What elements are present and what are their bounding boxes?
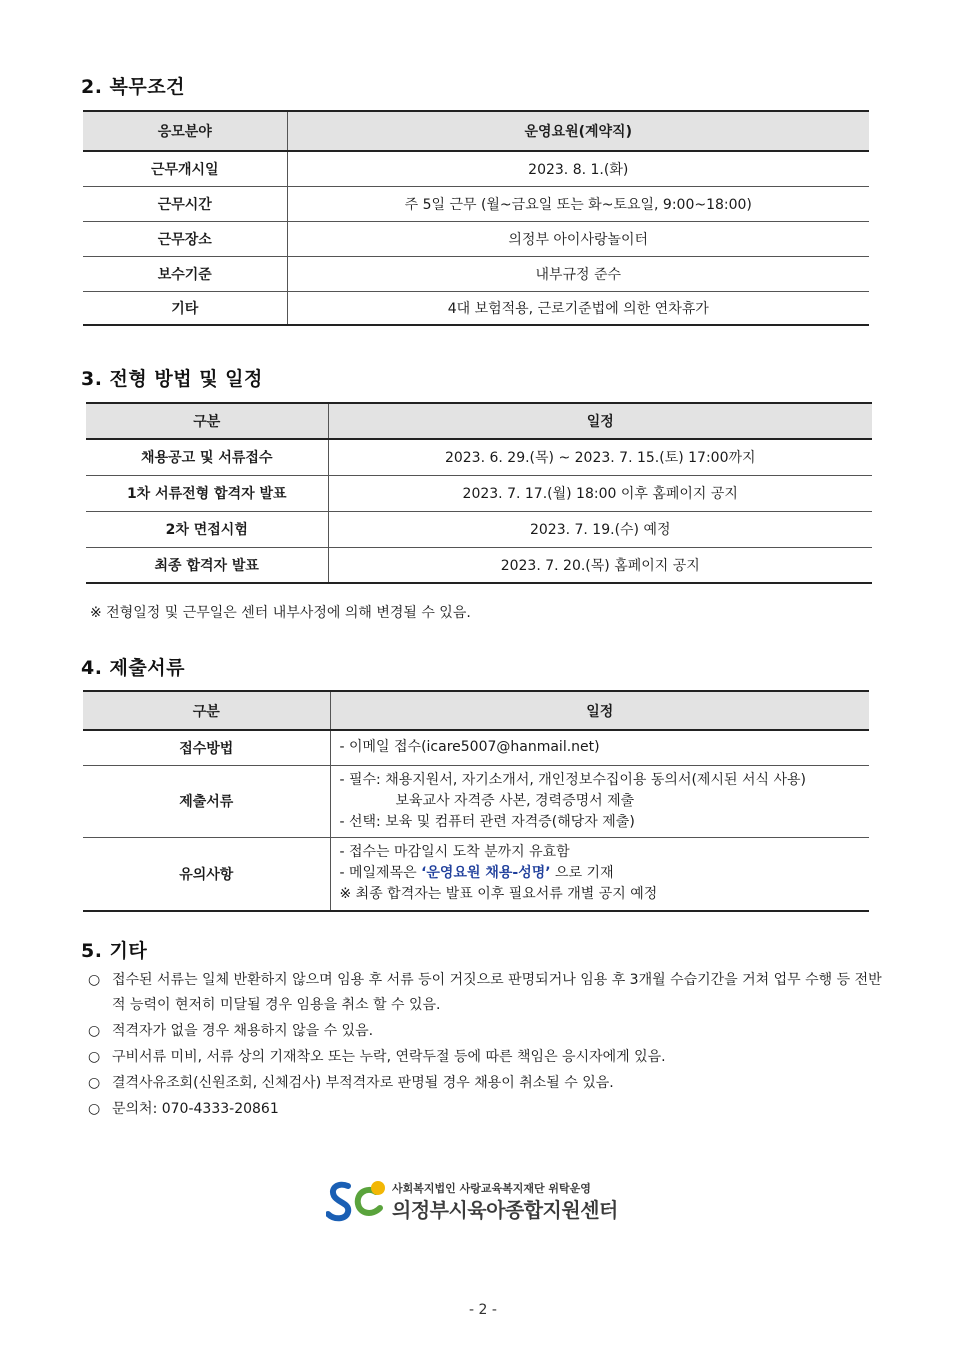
row-label: 기타	[83, 291, 287, 325]
circle-bullet-icon: ○	[88, 1023, 101, 1039]
table-header: 구분	[83, 691, 330, 730]
required-docs-line: - 필수: 채용지원서, 자기소개서, 개인정보수집이용 동의서(제시된 서식 사용)	[339, 771, 806, 788]
list-item-text: 구비서류 미비, 서류 상의 기재착오 또는 누락, 연락두절 등에 따른 책임은 응시자에게 있음.	[112, 1049, 666, 1065]
table-header: 일정	[328, 403, 872, 439]
row-value: 4대 보험적용, 근로기준법에 의한 연차휴가	[287, 291, 869, 325]
list-item	[88, 968, 888, 1018]
notice-line-2	[340, 863, 862, 884]
circle-bullet-icon: ○	[88, 972, 101, 988]
row-label: 1차 서류전형 합격자 발표	[86, 475, 328, 511]
center-logo	[326, 1176, 646, 1226]
list-item	[88, 1071, 888, 1096]
schedule-table	[86, 402, 872, 584]
row-label: 근무개시일	[83, 151, 287, 186]
logo-subtitle: 사회복지법인 사랑교육복지재단 위탁운영	[392, 1182, 591, 1195]
row-value: 2023. 7. 20.(목) 홈페이지 공지	[328, 547, 872, 583]
schedule-note: ※ 전형일정 및 근무일은 센터 내부사정에 의해 변경될 수 있음.	[90, 605, 471, 621]
row-value: 주 5일 근무 (월~금요일 또는 화~토요일, 9:00~18:00)	[287, 186, 869, 221]
row-label: 근무장소	[83, 221, 287, 256]
row-value: 의정부 아이사랑놀이터	[287, 221, 869, 256]
section-title-conditions: 2. 복무조건	[81, 76, 185, 98]
row-label: 채용공고 및 서류접수	[86, 439, 328, 475]
row-label: 최종 합격자 발표	[86, 547, 328, 583]
row-label: 근무시간	[83, 186, 287, 221]
section-title-other: 5. 기타	[81, 940, 148, 962]
list-item-text: 접수된 서류는 일체 반환하지 않으며 임용 후 서류 등이 거짓으로 판명되거나 임용 후 3개월 수습기간을 거쳐 업무 수행 등 전반적 능력이 현저히 미달될 경우 임용을 취소 할 수 있음.	[112, 972, 882, 1013]
row-value	[330, 765, 869, 837]
row-label: 2차 면접시험	[86, 511, 328, 547]
list-item-text: 문의처: 070-4333-20861	[112, 1101, 279, 1117]
row-value: 내부규정 준수	[287, 256, 869, 291]
row-label: 보수기준	[83, 256, 287, 291]
mail-subject-highlight: ‘운영요원 채용-성명’	[421, 865, 551, 882]
row-value: 2023. 8. 1.(화)	[287, 151, 869, 186]
table-header: 운영요원(계약직)	[287, 111, 869, 151]
row-label: 유의사항	[83, 837, 330, 911]
conditions-table	[83, 110, 869, 326]
optional-docs-line: - 선택: 보육 및 컴퓨터 관련 자격증(해당자 제출)	[339, 813, 635, 830]
list-item	[88, 1019, 888, 1044]
circle-bullet-icon: ○	[88, 1049, 101, 1065]
logo-mark-icon	[326, 1176, 388, 1224]
logo-title: 의정부시육아종합지원센터	[392, 1198, 618, 1222]
row-value	[330, 837, 869, 911]
row-label: 접수방법	[83, 730, 330, 765]
method-line: - 이메일 접수(icare5007@hanmail.net)	[339, 739, 600, 756]
table-header: 응모분야	[83, 111, 287, 151]
list-item-text: 결격사유조회(신원조회, 신체검사) 부적격자로 판명될 경우 채용이 취소될 수 있음.	[112, 1075, 614, 1091]
table-header: 구분	[86, 403, 328, 439]
row-value	[330, 730, 869, 765]
required-docs-line-2: 보육교사 자격증 사본, 경력증명서 제출	[395, 792, 635, 809]
row-value: 2023. 6. 29.(목) ~ 2023. 7. 15.(토) 17:00까지	[328, 439, 872, 475]
circle-bullet-icon: ○	[88, 1075, 101, 1091]
row-label: 제출서류	[83, 765, 330, 837]
circle-bullet-icon: ○	[88, 1101, 101, 1117]
row-value: 2023. 7. 17.(월) 18:00 이후 홈페이지 공지	[328, 475, 872, 511]
documents-table	[83, 690, 869, 912]
notice-line-3: ※ 최종 합격자는 발표 이후 필요서류 개별 공지 예정	[339, 886, 658, 903]
list-item	[88, 1045, 888, 1070]
list-item	[88, 1097, 888, 1122]
notice-text: - 메일제목은	[339, 865, 422, 882]
notice-line-1: - 접수는 마감일시 도착 분까지 유효함	[339, 844, 570, 861]
section-title-schedule: 3. 전형 방법 및 일정	[81, 368, 263, 390]
row-value: 2023. 7. 19.(수) 예정	[328, 511, 872, 547]
page-number: - 2 -	[469, 1302, 497, 1318]
table-header: 일정	[330, 691, 869, 730]
section-title-documents: 4. 제출서류	[81, 657, 185, 679]
notice-text: 으로 기재	[550, 865, 614, 882]
list-item-text: 적격자가 없을 경우 채용하지 않을 수 있음.	[112, 1023, 374, 1039]
